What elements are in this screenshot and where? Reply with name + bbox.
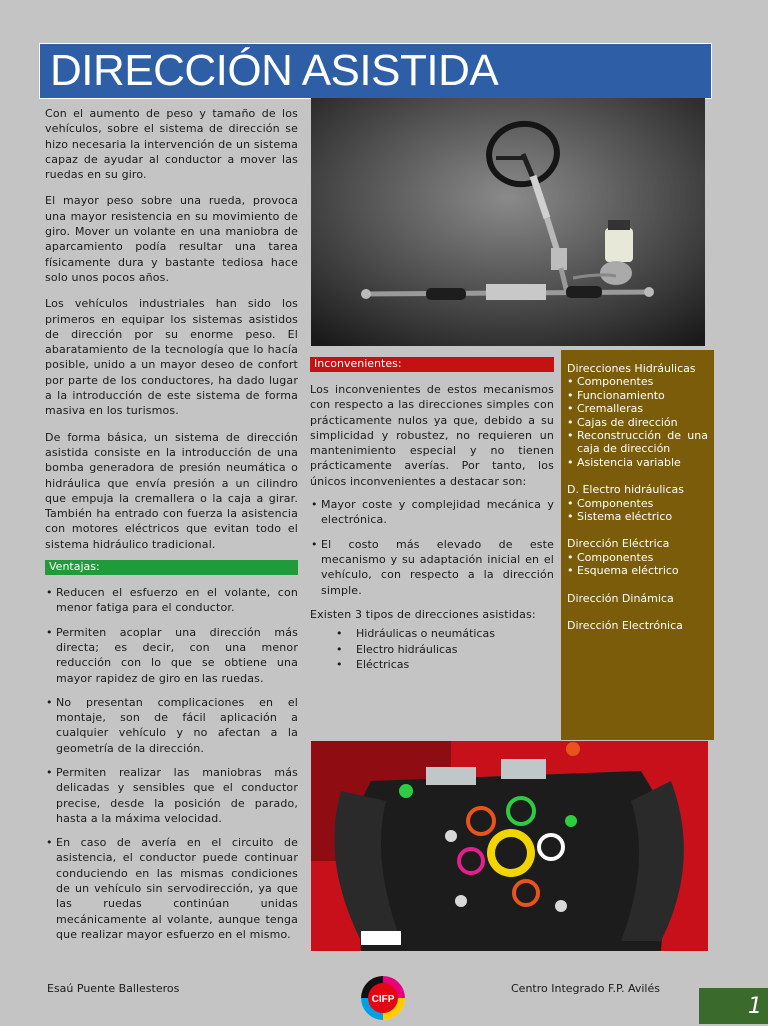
ventaja-text: Permiten realizar las maniobras más delicadas y sensibles que el conductor precise, desde la posición de parado, hasta a la máxima velocidad. — [56, 765, 298, 825]
list-item: • Permiten acoplar una dirección más directa; es decir, con una menor reducción con lo que se obtiene una mayor rapidez de giro en las ruedas. — [46, 625, 298, 685]
list-item: • Mayor coste y complejidad mecánica y electrónica. — [311, 498, 554, 527]
index-item[interactable]: • Componentes — [567, 550, 654, 564]
list-item: • El costo más elevado de este mecanismo y su adaptación inicial en el vehículo, con respecto a la dirección simple. — [311, 537, 554, 597]
index-item[interactable]: • Componentes — [567, 496, 654, 510]
index-group-electrica — [567, 537, 708, 577]
index-item-label: Reconstrucción de una caja de dirección — [577, 429, 708, 456]
index-group-title[interactable]: Dirección Dinámica — [567, 591, 674, 605]
intro-paragraph-4: De forma básica, un sistema de dirección asistida consiste en la introducción de una bomba generadora de presión neumática o hidráulica que envía presión a un cilindro que empuja la cremallera o la caja a girar. También ha entrado con fuerza la asistencia con motores eléctricos que evitan todo el sistema hidráulico tradicional. — [45, 430, 298, 551]
title-bar — [39, 43, 712, 99]
index-item[interactable]: • Esquema eléctrico — [567, 564, 679, 578]
ventajas-heading: Ventajas: — [45, 560, 298, 575]
list-item: • No presentan complicaciones en el montaje, son de fácil aplicación a cualquier vehículo y no afectan a la geometría de la dirección. — [46, 695, 298, 755]
ventajas-list — [45, 585, 298, 942]
list-item: • Electro hidráulicas — [336, 642, 458, 656]
index-group-electronica — [567, 619, 708, 632]
index-group-dinamica — [567, 592, 708, 605]
inconvenientes-heading: Inconvenientes: — [310, 357, 554, 372]
index-group-title[interactable]: Dirección Eléctrica — [567, 537, 670, 551]
index-item[interactable]: • Asistencia variable — [567, 455, 681, 469]
left-column — [45, 106, 298, 951]
index-group-title[interactable]: D. Electro hidráulicas — [567, 483, 684, 497]
inconveniente-text: Mayor coste y complejidad mecánica y electrónica. — [321, 498, 554, 527]
index-item-label: Funcionamiento — [577, 388, 665, 402]
f1-steering-wheel-photo — [311, 741, 708, 951]
list-item: • Reducen el esfuerzo en el volante, con menor fatiga para el conductor. — [46, 586, 298, 615]
type-text: Eléctricas — [356, 658, 410, 672]
page-number-box — [699, 988, 768, 1024]
index-item[interactable]: • Sistema eléctrico — [567, 510, 673, 524]
list-item: • Eléctricas — [336, 658, 410, 672]
footer-author: Esaú Puente Ballesteros — [47, 982, 180, 995]
index-group-hidraulicas — [567, 362, 708, 469]
page-number: 1 — [748, 994, 762, 1019]
index-item-label: Cajas de dirección — [577, 415, 678, 429]
cifp-logo — [359, 974, 407, 1022]
index-item-label: Asistencia variable — [577, 455, 681, 469]
intro-paragraph-3: Los vehículos industriales han sido los primeros en equipar los sistemas asistidos de dirección por su enorme peso. El abaratamiento de la tecnología que lo hacía posible, unido a un mayor deseo de confort por parte de los conductores, ha dado lugar a la introducción de este sistema de forma masiva en los turismos. — [45, 297, 298, 418]
middle-column — [310, 357, 554, 673]
types-intro: Existen 3 tipos de direcciones asistidas: — [310, 607, 536, 621]
index-panel — [561, 350, 714, 740]
index-group-electrohidraulicas — [567, 483, 708, 523]
index-item[interactable]: • Cajas de dirección — [567, 415, 678, 429]
list-item: • Permiten realizar las maniobras más delicadas y sensibles que el conductor precise, desde la posición de parado, hasta a la máxima velocidad. — [46, 765, 298, 825]
index-item[interactable]: • Cremalleras — [567, 402, 644, 416]
index-group-title[interactable]: Direcciones Hidráulicas — [567, 362, 696, 375]
index-item[interactable]: • Reconstrucción de una caja de dirección — [567, 429, 708, 456]
ventaja-text: Reducen el esfuerzo en el volante, con menor fatiga para el conductor. — [56, 586, 298, 615]
index-item-label: Cremalleras — [577, 402, 644, 416]
index-item[interactable]: • Funcionamiento — [567, 388, 665, 402]
footer-school: Centro Integrado F.P. Avilés — [511, 982, 660, 995]
index-item-label: Componentes — [577, 550, 654, 564]
index-item[interactable]: • Componentes — [567, 375, 654, 389]
types-list — [310, 626, 554, 673]
type-text: Hidráulicas o neumáticas — [356, 627, 495, 641]
type-text: Electro hidráulicas — [356, 642, 458, 656]
page-title: DIRECCIÓN ASISTIDA — [50, 46, 499, 95]
intro-paragraph-2: El mayor peso sobre una rueda, provoca una mayor resistencia en su movimiento de giro. Mover un volante en una maniobra de aparcamiento podía resultar una tarea físicamente dura y bastante tediosa hace solo unos pocos años. — [45, 194, 298, 284]
ventaja-text: En caso de avería en el circuito de asistencia, el conductor puede continuar conduciendo en las mismas condiciones de un vehículo sin servodirección, ya que las ruedas continúan unidas mecánicamente al volante, aunque tenga que realizar mayor esfuerzo en el mismo. — [56, 836, 298, 941]
index-item-label: Componentes — [577, 375, 654, 389]
list-item: • En caso de avería en el circuito de asistencia, el conductor puede continuar conduciendo en las mismas condiciones de un vehículo sin servodirección, ya que las ruedas continúan unidas mecánicamente al volante, aunque tenga que realizar mayor esfuerzo en el mismo. — [46, 836, 298, 941]
index-item-label: Sistema eléctrico — [577, 510, 673, 524]
inconvenientes-list — [310, 497, 554, 598]
index-item-label: Esquema eléctrico — [577, 564, 679, 578]
logo-text: CIFP — [371, 994, 395, 1005]
ventaja-text: No presentan complicaciones en el montaje, son de fácil aplicación a cualquier vehículo y no afectan a la geometría de la dirección. — [56, 695, 298, 755]
steering-assembly-photo — [311, 98, 705, 346]
inconvenientes-intro: Los inconvenientes de estos mecanismos con respecto a las direcciones simples con prácticamente nulos ya que, debido a su simplicidad y robustez, no requieren un mantenimiento especial y no tienen prácticamente averías. Por tanto, los únicos inconvenientes a destacar son: — [310, 383, 554, 488]
inconveniente-text: El costo más elevado de este mecanismo y su adaptación inicial en el vehículo, con respecto a la dirección simple. — [321, 537, 554, 597]
index-group-title[interactable]: Dirección Electrónica — [567, 619, 683, 633]
ventaja-text: Permiten acoplar una dirección más directa; es decir, con una menor reducción con lo que se obtiene una mayor rapidez de giro en las ruedas. — [56, 625, 298, 685]
index-item-label: Componentes — [577, 496, 654, 510]
intro-paragraph-1: Con el aumento de peso y tamaño de los vehículos, sobre el sistema de dirección se hizo necesaria la intervención de un sistema capaz de ayudar al conductor a mover las ruedas en su giro. — [45, 107, 298, 182]
list-item: • Hidráulicas o neumáticas — [336, 627, 495, 641]
